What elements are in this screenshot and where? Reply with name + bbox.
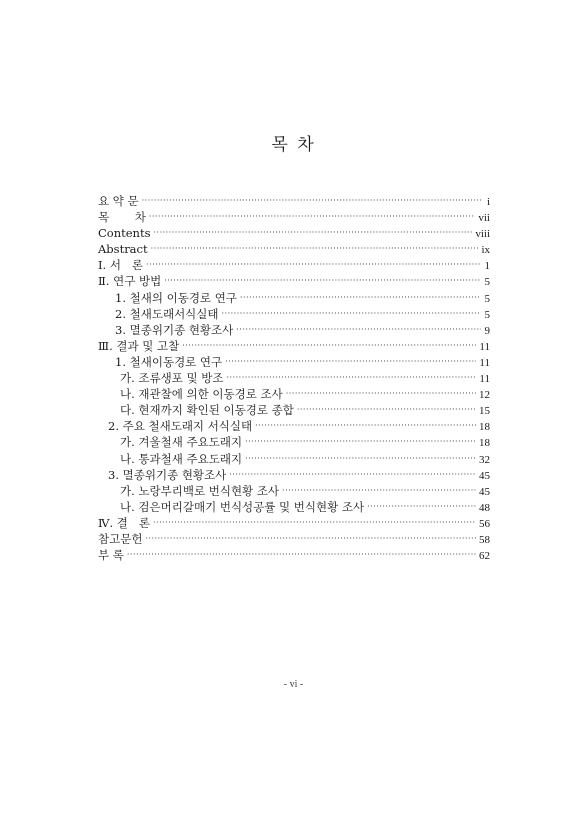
toc-entry-label: 3. 멸종위기종 현황조사 [108,467,227,482]
toc-entry[interactable] [98,193,490,209]
toc-entry[interactable] [98,306,490,322]
dot-leader [153,515,476,531]
dot-leader [245,434,476,450]
toc-entry[interactable] [98,434,490,450]
dot-leader [367,499,476,515]
dot-leader [182,338,476,354]
dot-leader [146,257,481,273]
toc-entry-page-number: 32 [479,453,490,466]
toc-entry-page-number: 18 [479,421,490,434]
page-number-footer: - vi - [283,679,304,690]
toc-entry-label: 나. 통과철새 주요도래지 [120,451,243,466]
toc-entry-page-number: 11 [479,340,490,353]
dot-leader [154,225,473,241]
toc-entry-label: 가. 조류생포 및 방조 [120,371,224,386]
toc-entry-label: Ⅳ. 결 론 [98,515,150,530]
dot-leader [255,418,476,434]
toc-entry-label: 1. 철새이동경로 연구 [115,354,223,369]
toc-entry[interactable] [98,418,490,434]
toc-entry-label: 요 약 문 [98,194,139,208]
dot-leader [297,402,476,418]
toc-entry[interactable] [98,483,490,499]
dot-leader [222,306,482,322]
dot-leader [225,354,476,370]
toc-entry-page-number: 18 [479,437,490,450]
toc-entry-label: Ⅱ. 연구 방법 [98,274,162,289]
toc-entry-page-number: 62 [479,550,490,563]
toc-entry-page-number: 1 [484,260,490,273]
toc-entry[interactable] [98,241,490,257]
toc-entry-page-number: ix [481,244,490,257]
toc-entry-page-number: 11 [479,356,490,369]
dot-leader [145,531,476,547]
toc-entry-label: 가. 겨울철새 주요도래지 [120,435,243,450]
toc-entry-label: 다. 현재까지 확인된 이동경로 종합 [120,403,294,418]
toc-entry[interactable] [98,386,490,402]
dot-leader [245,451,476,467]
toc-entry-label: 2. 주요 철새도래지 서식실태 [108,419,253,434]
toc-entry-page-number: 5 [484,308,490,321]
toc-entry-page-number: vii [478,212,490,225]
dot-leader [286,386,476,402]
toc-entry-label: 부 록 [98,548,124,563]
toc-entry-label: 참고문헌 [98,531,143,546]
toc-entry-label: Contents [98,226,151,241]
toc-entry-page-number: 56 [479,517,490,530]
toc-entry-page-number: 5 [484,292,490,305]
toc-entry-label: 3. 멸종위기종 현황조사 [115,322,234,337]
toc-entry[interactable] [98,547,490,563]
dot-leader [151,241,479,257]
toc-entry-page-number: 15 [479,405,490,418]
toc-entry-page-number: 11 [479,373,490,386]
toc-entry[interactable] [98,338,490,354]
toc-entry-page-number: 48 [479,501,490,514]
toc-entry[interactable] [98,322,490,338]
dot-leader [227,370,477,386]
toc-entry-label: Abstract [98,242,148,257]
toc-entry-page-number: 9 [484,324,490,337]
toc-entry[interactable] [98,467,490,483]
dot-leader [149,209,476,225]
toc-entry-page-number: 58 [479,533,490,546]
dot-leader [229,467,476,483]
toc-entry[interactable] [98,273,490,289]
toc-entry-label: 1. 철새의 이동경로 연구 [115,290,237,305]
table-of-contents [98,193,490,563]
toc-entry-label: 나. 재관찰에 의한 이동경로 조사 [120,387,283,402]
toc-entry[interactable] [98,515,490,531]
dot-leader [240,290,481,306]
dot-leader [282,483,476,499]
page-title: 목 차 [271,135,316,155]
toc-entry[interactable] [98,370,490,386]
toc-entry[interactable] [98,354,490,370]
toc-entry-label: Ⅰ. 서 론 [98,258,144,273]
dot-leader [164,273,481,289]
toc-entry-label: 목 차 [98,210,146,225]
toc-entry-page-number: 5 [484,276,490,289]
toc-entry-page-number: i [486,196,490,208]
toc-entry-page-number: 45 [479,485,490,498]
toc-entry[interactable] [98,209,490,225]
toc-entry-page-number: 12 [479,389,490,402]
toc-entry[interactable] [98,225,490,241]
toc-entry[interactable] [98,402,490,418]
dot-leader [127,547,476,563]
toc-entry[interactable] [98,499,490,515]
dot-leader [142,193,481,209]
toc-entry[interactable] [98,531,490,547]
toc-entry[interactable] [98,451,490,467]
toc-entry[interactable] [98,257,490,273]
dot-leader [236,322,481,338]
toc-entry[interactable] [98,290,490,306]
toc-entry-page-number: 45 [479,469,490,482]
toc-entry-label: Ⅲ. 결과 및 고찰 [98,338,180,353]
toc-entry-page-number: viii [475,228,490,241]
toc-entry-label: 2. 철새도래서식실태 [115,306,219,321]
toc-entry-label: 가. 노랑부리백로 번식현황 조사 [120,483,280,498]
toc-entry-label: 나. 검은머리갈매기 번식성공률 및 번식현황 조사 [120,499,365,514]
